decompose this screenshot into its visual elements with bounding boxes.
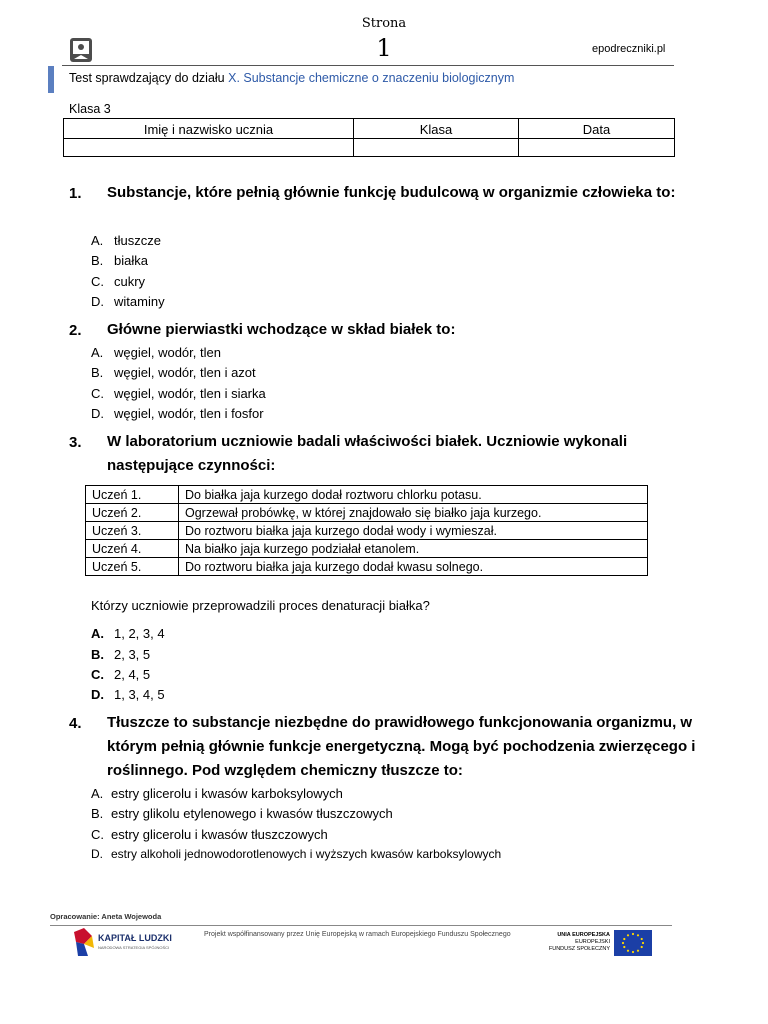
site-name: epodreczniki.pl <box>592 43 666 55</box>
student-cell: Uczeń 2. <box>86 504 179 522</box>
eu-fund-label <box>540 932 610 953</box>
option-letter: D. <box>91 687 104 702</box>
student-cell: Uczeń 1. <box>86 486 179 504</box>
option-text: 2, 3, 5 <box>114 647 151 662</box>
option-letter: A. <box>91 786 104 801</box>
activity-cell: Do białka jaja kurzego dodał roztworu chlorku potasu. <box>179 486 648 504</box>
student-info-table <box>63 118 675 157</box>
question-text: W laboratorium uczniowie badali właściwości białek. Uczniowie wykonali następujące czynności: <box>107 433 628 474</box>
class-field[interactable] <box>354 139 519 157</box>
option-text: witaminy <box>114 294 165 309</box>
question-number: 4. <box>69 715 82 732</box>
option-letter: D. <box>91 294 104 309</box>
header-date: Data <box>519 119 675 139</box>
answer-option[interactable] <box>91 253 148 268</box>
answer-option[interactable] <box>91 345 221 360</box>
activity-cell: Ogrzewał probówkę, w której znajdowało się białko jaja kurzego. <box>179 504 648 522</box>
answer-option[interactable] <box>91 274 145 289</box>
option-text: węgiel, wodór, tlen i fosfor <box>114 406 264 421</box>
option-text: estry glicerolu i kwasów karboksylowych <box>111 786 343 801</box>
table-row <box>86 558 648 576</box>
test-title-prefix: Test sprawdzający do działu <box>69 71 229 85</box>
option-text: estry glikolu etylenowego i kwasów tłuszczowych <box>111 806 393 821</box>
sub-question: Którzy uczniowie przeprowadzili proces denaturacji białka? <box>91 598 430 613</box>
answer-option[interactable] <box>91 687 165 702</box>
student-cell: Uczeń 5. <box>86 558 179 576</box>
option-text: cukry <box>114 274 146 289</box>
answer-option[interactable] <box>91 294 165 309</box>
eu-flag-icon <box>614 930 652 956</box>
table-row <box>86 504 648 522</box>
option-letter: A. <box>91 233 104 248</box>
answer-option[interactable] <box>91 647 150 662</box>
answer-option[interactable] <box>91 233 161 248</box>
question-text: Substancje, które pełnią głównie funkcję budulcową w organizmie człowieka to: <box>107 184 676 201</box>
question-number: 3. <box>69 434 82 451</box>
option-letter: A. <box>91 345 104 360</box>
option-letter: C. <box>91 827 104 842</box>
option-letter: D. <box>91 406 104 421</box>
answer-option[interactable] <box>91 406 264 421</box>
activity-cell: Do roztworu białka jaja kurzego dodał wody i wymieszał. <box>179 522 648 540</box>
option-text: estry glicerolu i kwasów tłuszczowych <box>111 827 328 842</box>
footer-divider <box>50 925 672 926</box>
option-letter: C. <box>91 386 104 401</box>
option-text: węgiel, wodór, tlen i azot <box>114 365 256 380</box>
date-field[interactable] <box>519 139 675 157</box>
project-note: Projekt współfinansowany przez Unię Europejską w ramach Europejskiego Funduszu Społecznego <box>204 931 511 938</box>
kapital-ludzki-logo <box>72 928 176 958</box>
student-cell: Uczeń 3. <box>86 522 179 540</box>
answer-option[interactable] <box>91 827 328 842</box>
answer-option[interactable] <box>91 386 266 401</box>
option-letter: C. <box>91 274 104 289</box>
eu-line2: EUROPEJSKI <box>575 939 610 945</box>
answer-option[interactable] <box>91 365 256 380</box>
eu-title: UNIA EUROPEJSKA <box>557 932 610 938</box>
answer-option[interactable] <box>91 626 165 641</box>
answer-option[interactable] <box>91 786 343 801</box>
option-text: węgiel, wodór, tlen <box>114 345 221 360</box>
option-text: 2, 4, 5 <box>114 667 151 682</box>
accent-bar <box>48 66 54 93</box>
option-letter: B. <box>91 365 104 380</box>
option-text: 1, 3, 4, 5 <box>114 687 165 702</box>
option-letter: B. <box>91 253 104 268</box>
table-row <box>86 540 648 558</box>
option-text: białka <box>114 253 148 268</box>
option-letter: B. <box>91 806 104 821</box>
page-label: Strona <box>361 16 407 31</box>
student-cell: Uczeń 4. <box>86 540 179 558</box>
activities-table <box>85 485 648 576</box>
option-letter: B. <box>91 647 104 662</box>
table-row <box>86 522 648 540</box>
answer-option[interactable] <box>91 806 393 821</box>
question-number: 1. <box>69 185 82 202</box>
option-text: estry alkoholi jednowodorotlenowych i wyższych kwasów karboksylowych <box>111 847 502 861</box>
page-number: 1 <box>376 34 392 62</box>
class-label: Klasa 3 <box>69 102 111 116</box>
table-row <box>86 486 648 504</box>
header-student-name: Imię i nazwisko ucznia <box>64 119 354 139</box>
question-number: 2. <box>69 322 82 339</box>
activity-cell: Na białko jaja kurzego podziałał etanolem. <box>179 540 648 558</box>
epodreczniki-logo-icon <box>70 38 92 62</box>
option-text: węgiel, wodór, tlen i siarka <box>114 386 266 401</box>
test-section: X. Substancje chemiczne o znaczeniu biologicznym <box>228 71 515 85</box>
answer-option[interactable] <box>91 667 150 682</box>
option-letter: A. <box>91 626 104 641</box>
header-class: Klasa <box>354 119 519 139</box>
question-text: Tłuszcze to substancje niezbędne do prawidłowego funkcjonowania organizmu, w którym pełnią głównie funkcje energetyczną. Mogą być pochodzenia zwierzęcego i roślinnego. Pod względem chemiczny tłuszcze to: <box>107 714 696 779</box>
option-text: 1, 2, 3, 4 <box>114 626 165 641</box>
question-text: Główne pierwiastki wchodzące w skład białek to: <box>107 321 456 338</box>
option-letter: D. <box>91 847 103 861</box>
test-title <box>69 71 514 85</box>
author: Opracowanie: Aneta Wojewoda <box>50 912 162 921</box>
answer-option[interactable] <box>91 847 501 861</box>
option-text: tłuszcze <box>114 233 161 248</box>
kapital-ludzki-text: KAPITAŁ LUDZKI <box>98 933 172 943</box>
header-divider <box>62 65 674 66</box>
kapital-ludzki-subtitle: NARODOWA STRATEGIA SPÓJNOŚCI <box>98 945 170 950</box>
activity-cell: Do roztworu białka jaja kurzego dodał kwasu solnego. <box>179 558 648 576</box>
student-name-field[interactable] <box>64 139 354 157</box>
option-letter: C. <box>91 667 104 682</box>
eu-line3: FUNDUSZ SPOŁECZNY <box>548 946 610 952</box>
